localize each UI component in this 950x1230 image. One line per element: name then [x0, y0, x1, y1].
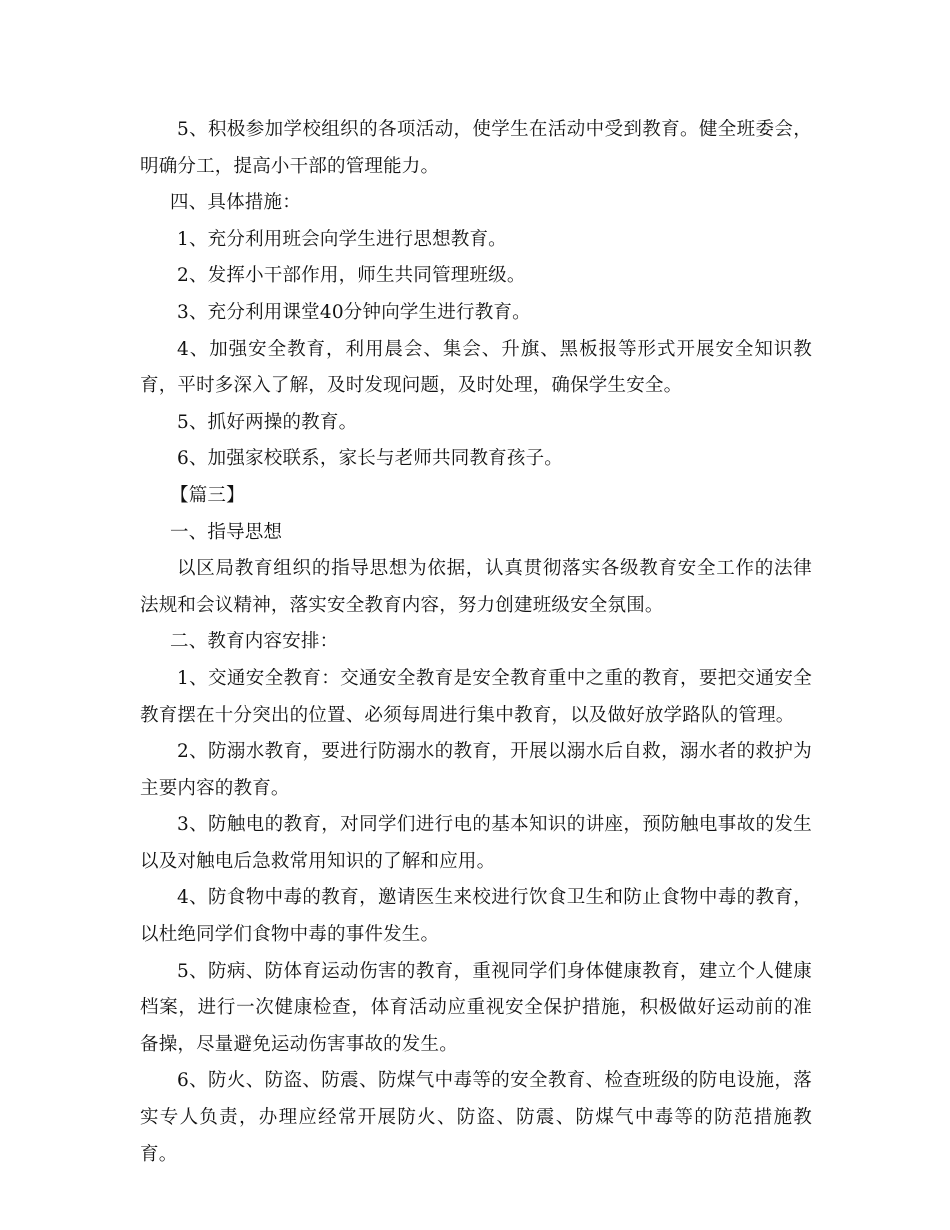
- guiding-thought-paragraph: 以区局教育组织的指导思想为依据，认真贯彻落实各级教育安全工作的法律法规和会议精神，落实安全教育内容，努力创建班级安全氛围。: [140, 558, 812, 616]
- measure-item-6: 6、加强家校联系，家长与老师共同教育孩子。: [177, 448, 563, 470]
- measure-item-5: 5、抓好两操的教育。: [177, 411, 358, 433]
- measure-item-3: 3、充分利用课堂40分钟向学生进行教育。: [177, 301, 531, 323]
- content-item-1-traffic: 1、交通安全教育：交通安全教育是安全教育重中之重的教育，要把交通安全教育摆在十分突出的位置、必须每周进行集中教育，以及做好放学路队的管理。: [140, 667, 812, 726]
- content-item-6-fire-theft: 6、防火、防盗、防震、防煤气中毒等的安全教育、检查班级的防电设施，落实专人负责，办理应经常开展防火、防盗、防震、防煤气中毒等的防范措施教育。: [140, 1070, 812, 1165]
- content-item-5-illness-sports: 5、防病、防体育运动伤害的教育，重视同学们身体健康教育，建立个人健康档案，进行一次健康检查，体育活动应重视安全保护措施，积极做好运动前的准备操，尽量避免运动伤害事故的发生。: [140, 960, 812, 1055]
- section-heading-guiding-thought: 一、指导思想: [170, 521, 283, 543]
- measure-item-1: 1、充分利用班会向学生进行思想教育。: [177, 228, 507, 250]
- section-heading-education-content: 二、教育内容安排：: [170, 631, 339, 653]
- section-heading-measures: 四、具体措施：: [170, 192, 301, 214]
- document-body: [140, 112, 812, 1173]
- content-item-4-food: 4、防食物中毒的教育，邀请医生来校进行饮食卫生和防止食物中毒的教育，以杜绝同学们食物中毒的事件发生。: [140, 887, 812, 946]
- content-item-2-drowning: 2、防溺水教育，要进行防溺水的教育，开展以溺水后自救，溺水者的救护为主要内容的教育。: [140, 741, 812, 799]
- paragraph-item-5-activities: 5、积极参加学校组织的各项活动，使学生在活动中受到教育。健全班委会，明确分工，提高小干部的管理能力。: [140, 119, 812, 177]
- part-three-heading: 【篇三】: [170, 484, 245, 506]
- content-item-3-electric: 3、防触电的教育，对同学们进行电的基本知识的讲座，预防触电事故的发生以及对触电后急救常用知识的了解和应用。: [140, 814, 812, 872]
- measure-item-4: 4、加强安全教育，利用晨会、集会、升旗、黑板报等形式开展安全知识教育，平时多深入了解，及时发现问题，及时处理，确保学生安全。: [140, 338, 812, 397]
- measure-item-2: 2、发挥小干部作用，师生共同管理班级。: [177, 265, 526, 287]
